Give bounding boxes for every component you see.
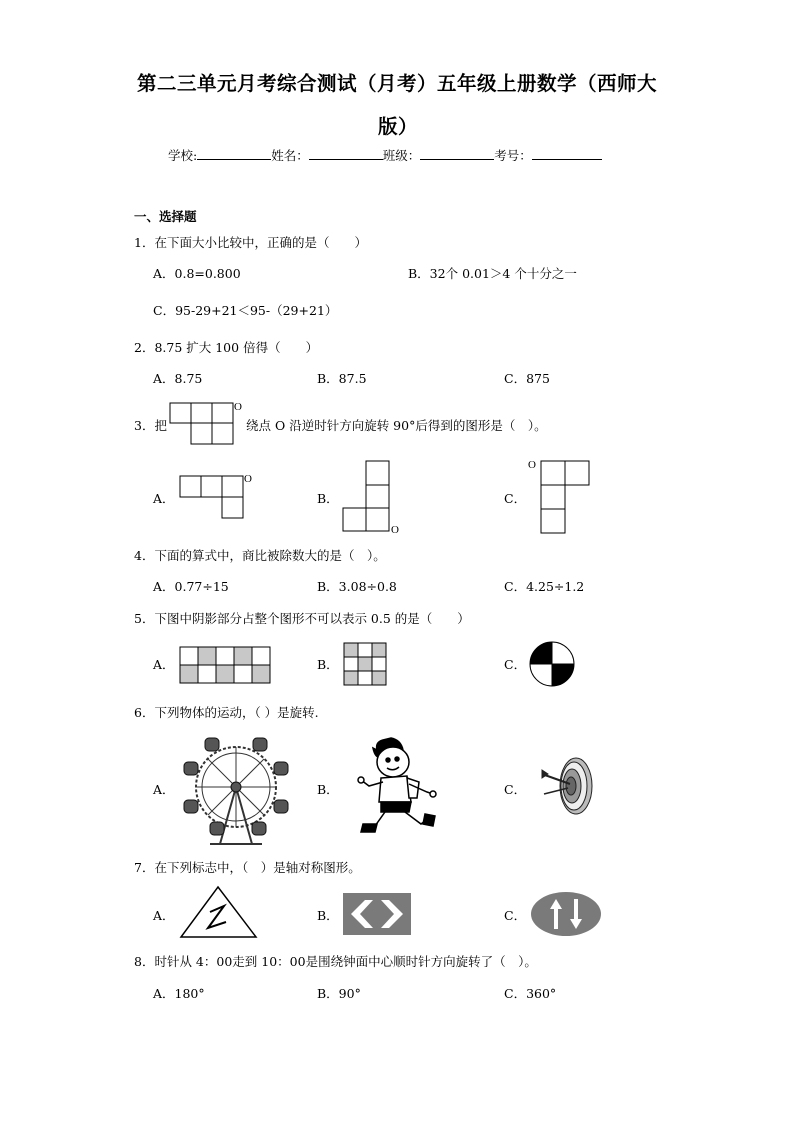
question-7-option-b[interactable]: B． <box>317 908 339 923</box>
z-triangle-sign-icon[interactable] <box>178 884 258 940</box>
question-1-option-b[interactable]: B．32个 0.01＞4 个十分之一 <box>408 266 577 281</box>
question-1-option-c[interactable]: C．95-29+21＜95-（29+21） <box>153 303 338 318</box>
question-6-option-b[interactable]: B． <box>317 782 339 797</box>
question-2-option-c[interactable]: C．875 <box>504 371 550 386</box>
question-4-stem: 4．下面的算式中，商比被除数大的是（ ）。 <box>134 548 386 563</box>
question-6-option-a[interactable]: A． <box>153 782 175 797</box>
question-7-stem: 7．在下列标志中，（ ）是轴对称图形。 <box>134 860 361 875</box>
exam-no-blank[interactable] <box>532 146 602 160</box>
exam-no-label: 考号： <box>494 148 532 163</box>
ferris-wheel-icon[interactable] <box>180 732 290 850</box>
up-down-arrows-sign-icon[interactable] <box>530 891 602 937</box>
question-6-stem: 6．下列物体的运动，（ ）是旋转. <box>134 705 319 720</box>
question-2-stem: 2．8.75 扩大 100 倍得（ ） <box>134 340 319 355</box>
question-5-option-b[interactable]: B． <box>317 657 339 672</box>
school-label: 学校: <box>168 148 198 163</box>
question-7-option-c[interactable]: C． <box>504 908 527 923</box>
q3-a-point-o-label: O <box>244 473 252 485</box>
question-1-stem: 1．在下面大小比较中，正确的是（ ） <box>134 235 367 250</box>
name-blank[interactable] <box>309 146 383 160</box>
question-8-option-b[interactable]: B．90° <box>317 986 361 1001</box>
q3-option-c-shape[interactable] <box>527 456 593 536</box>
page-title-line1: 第二三单元月考综合测试（月考）五年级上册数学（西师大 <box>137 72 658 95</box>
section-heading: 一、选择题 <box>134 209 197 224</box>
question-3-option-c[interactable]: C． <box>504 491 527 506</box>
q3-source-shape <box>168 400 248 448</box>
double-chevron-sign-icon[interactable] <box>343 893 411 935</box>
question-8-option-c[interactable]: C．360° <box>504 986 557 1001</box>
q3-option-b-shape[interactable] <box>341 458 405 534</box>
question-2-option-a[interactable]: A．8.75 <box>153 371 203 386</box>
question-6-option-c[interactable]: C． <box>504 782 527 797</box>
question-8-option-a[interactable]: A．180° <box>153 986 205 1001</box>
question-3-option-b[interactable]: B． <box>317 491 339 506</box>
question-4-option-b[interactable]: B．3.08÷0.8 <box>317 579 397 594</box>
class-blank[interactable] <box>420 146 494 160</box>
question-2-option-b[interactable]: B．87.5 <box>317 371 367 386</box>
name-label: 姓名： <box>271 148 309 163</box>
page-title-line2: 版） <box>378 115 419 138</box>
question-5-stem: 5．下图中阴影部分占整个图形不可以表示 0.5 的是（ ） <box>134 611 470 626</box>
q3-b-point-o-label: O <box>391 524 399 536</box>
question-8-stem: 8．时针从 4：00走到 10：00是围绕钟面中心顺时针方向旋转了（ ）。 <box>134 954 537 969</box>
question-4-option-a[interactable]: A．0.77÷15 <box>153 579 229 594</box>
question-5-option-c[interactable]: C． <box>504 657 527 672</box>
class-label: 班级： <box>382 148 421 163</box>
q3-c-point-o-label: O <box>528 459 536 471</box>
q5-option-c-circle[interactable] <box>528 640 578 690</box>
running-boy-icon[interactable] <box>355 736 439 838</box>
question-4-option-c[interactable]: C．4.25÷1.2 <box>504 579 585 594</box>
question-3-stem-suffix: 绕点 O 沿逆时针方向旋转 90°后得到的图形是（ ）。 <box>246 418 547 433</box>
question-1-option-a[interactable]: A．0.8=0.800 <box>153 266 241 281</box>
dartboard-icon[interactable] <box>538 752 600 822</box>
school-blank[interactable] <box>197 146 271 160</box>
student-info-line <box>168 146 602 164</box>
q5-option-a-grid[interactable] <box>178 645 272 685</box>
q3-option-a-shape[interactable] <box>178 470 258 522</box>
question-3-option-a[interactable]: A． <box>153 491 175 506</box>
q3-point-o-label: O <box>234 401 242 413</box>
question-5-option-a[interactable]: A． <box>153 657 175 672</box>
q5-option-b-grid[interactable] <box>342 641 390 689</box>
question-3-stem-prefix: 3．把 <box>134 418 167 433</box>
question-7-option-a[interactable]: A． <box>153 908 175 923</box>
